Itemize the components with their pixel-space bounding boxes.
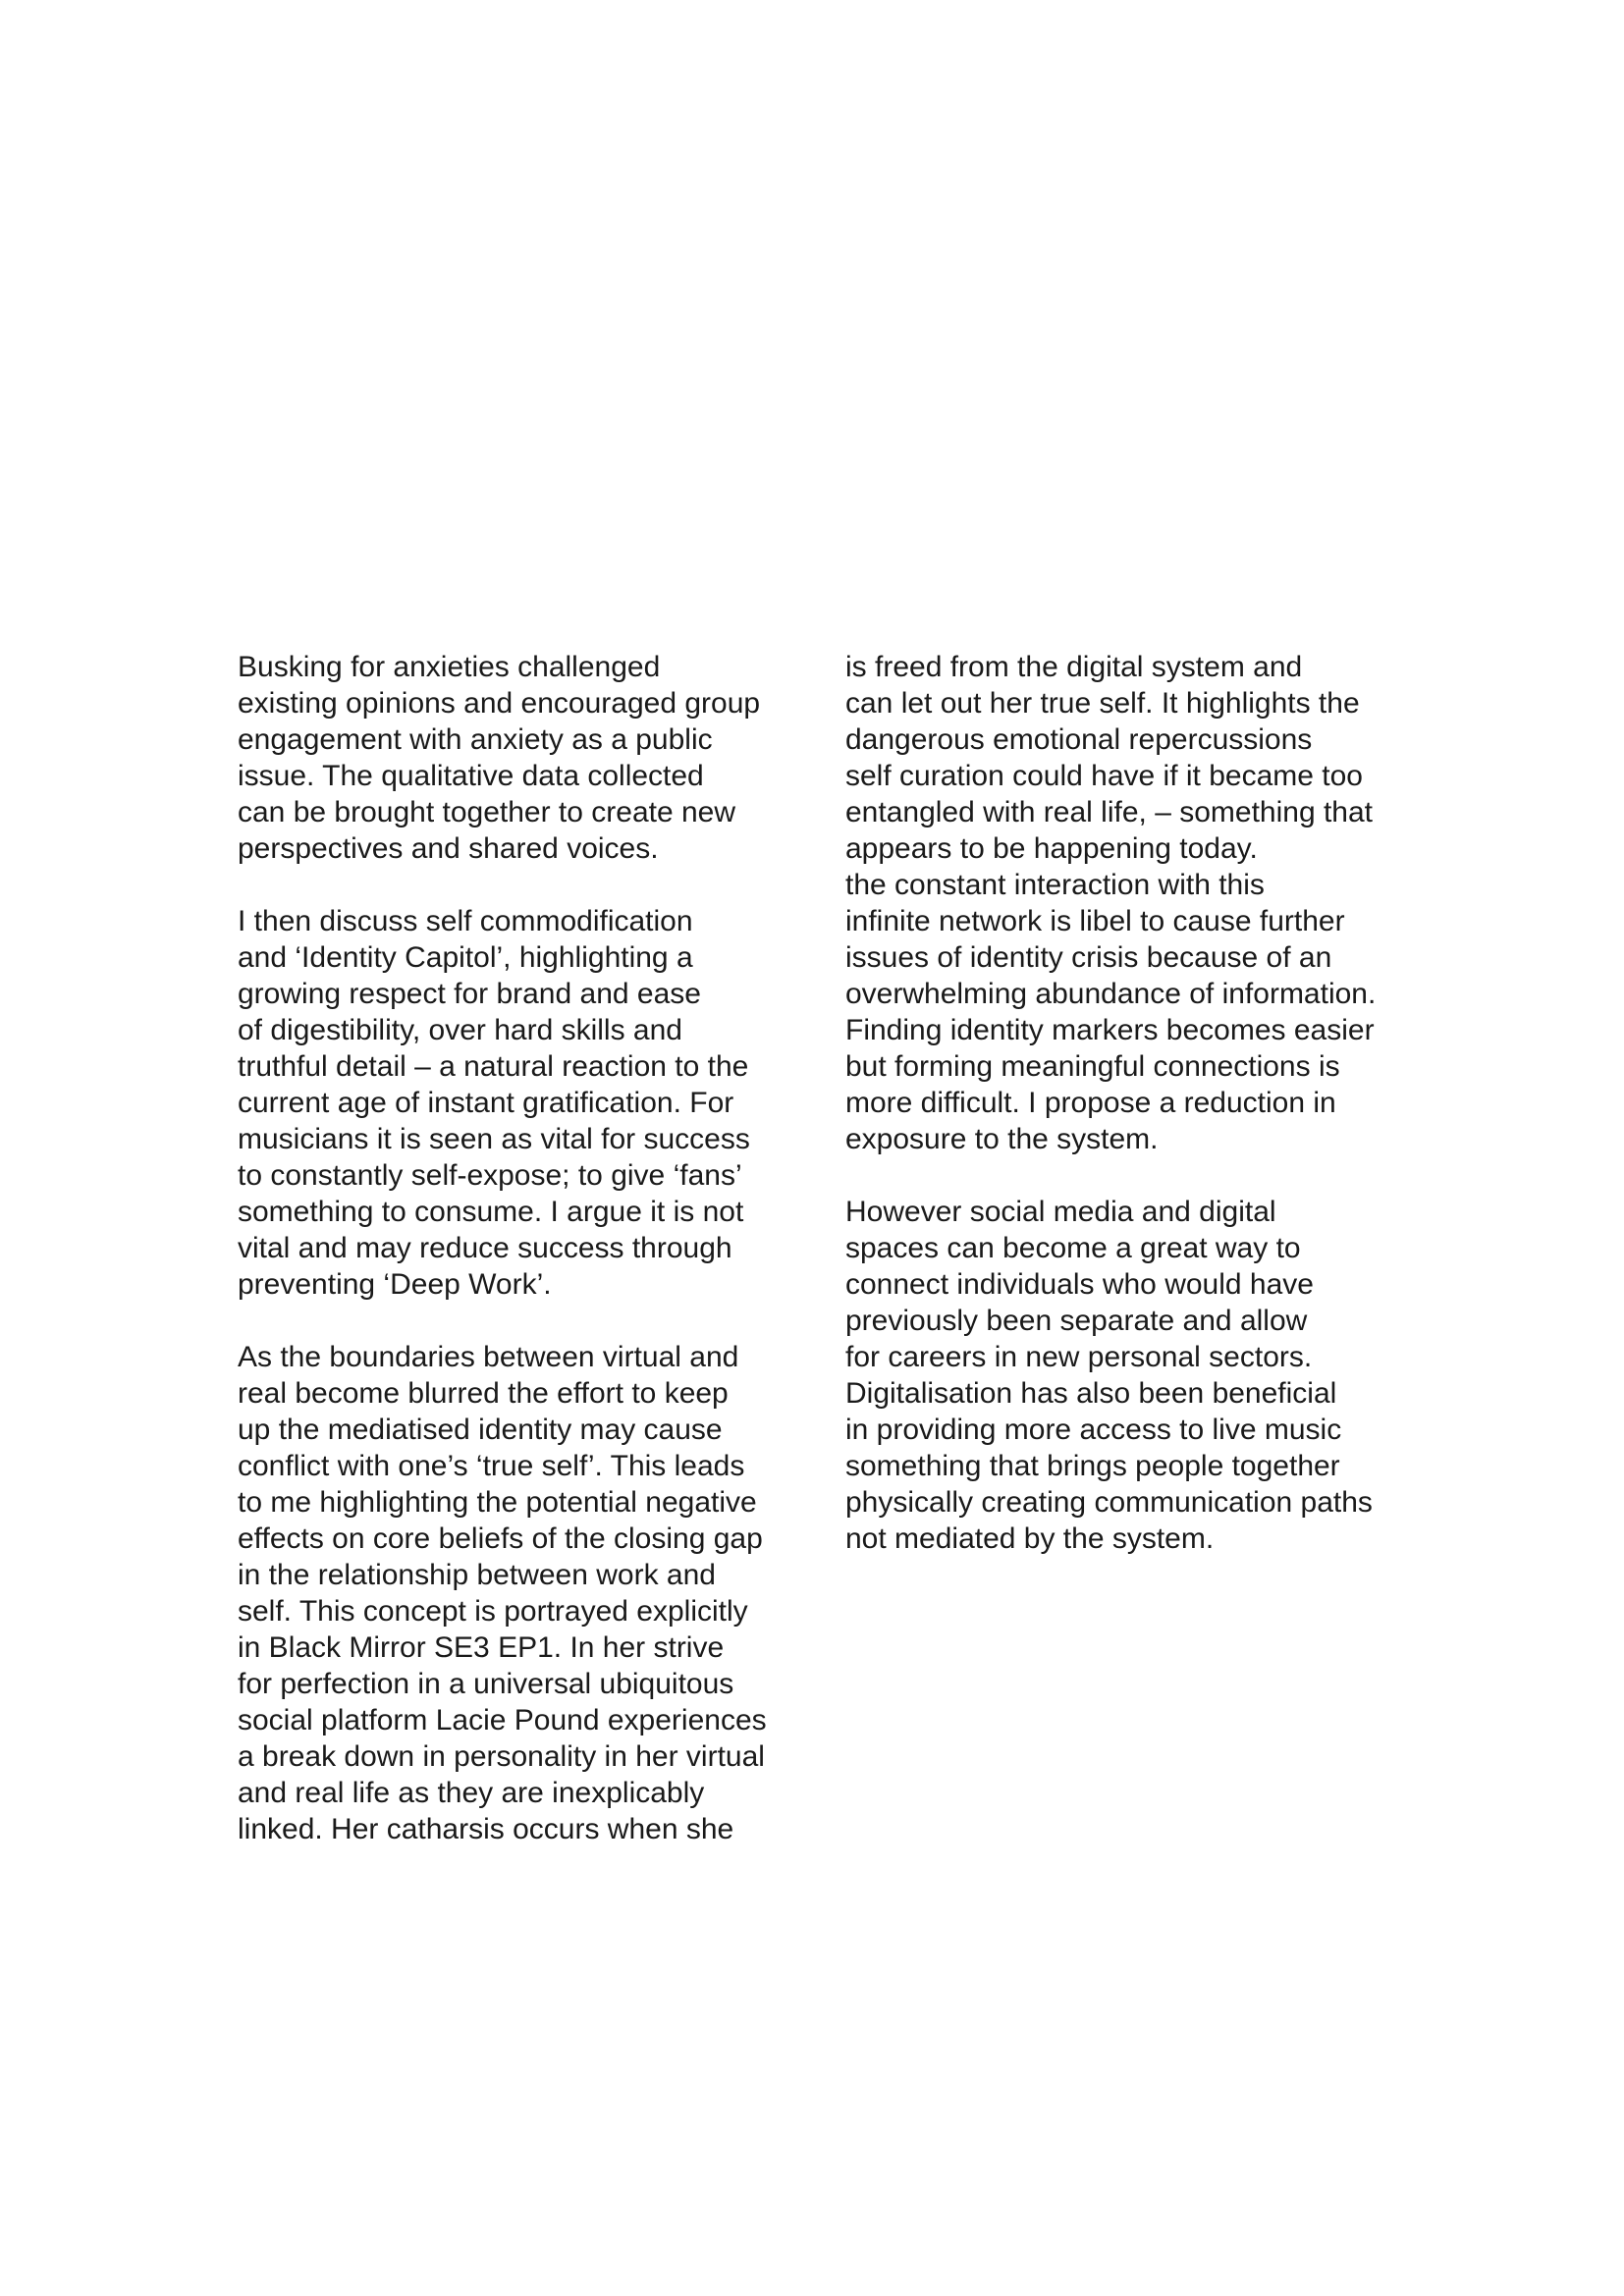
paragraph-spacer [238,867,827,903]
text-line: and real life as they are inexplicably [238,1777,705,1809]
text-line: self curation could have if it became too [845,760,1363,792]
text-line: something that brings people together [845,1450,1340,1482]
text-line: physically creating communication paths [845,1486,1373,1519]
paragraph-social-media [845,1194,1435,1557]
text-line: conflict with one’s ‘true self’. This leads [238,1450,745,1482]
text-line: exposure to the system. [845,1123,1159,1155]
text-line: connect individuals who would have [845,1268,1314,1301]
text-line: self. This concept is portrayed explicitly [238,1595,748,1628]
text-line: spaces can become a great way to [845,1232,1301,1264]
text-line: previously been separate and allow [845,1305,1308,1337]
text-line: of digestibility, over hard skills and [238,1014,682,1046]
text-line: appears to be happening today. [845,832,1258,865]
text-line: issues of identity crisis because of an [845,941,1332,974]
text-line: perspectives and shared voices. [238,832,659,865]
text-line: existing opinions and encouraged group [238,687,761,720]
paragraph-busking [238,649,827,867]
text-line: for perfection in a universal ubiquitous [238,1668,734,1700]
text-line: can let out her true self. It highlights the [845,687,1360,720]
text-line: not mediated by the system. [845,1522,1215,1555]
text-line: entangled with real life, – something that [845,796,1373,828]
text-line: and ‘Identity Capitol’, highlighting a [238,941,693,974]
text-line: to me highlighting the potential negative [238,1486,757,1519]
text-line: can be brought together to create new [238,796,736,828]
text-line: musicians it is seen as vital for success [238,1123,750,1155]
text-line: for careers in new personal sectors. [845,1341,1313,1373]
text-line: issue. The qualitative data collected [238,760,704,792]
text-line: As the boundaries between virtual and [238,1341,739,1373]
paragraph-virtual-real-boundaries [238,1339,827,1847]
text-line: effects on core beliefs of the closing gap [238,1522,763,1555]
text-line: is freed from the digital system and [845,651,1303,683]
text-line: more difficult. I propose a reduction in [845,1087,1336,1119]
text-line: vital and may reduce success through [238,1232,732,1264]
text-line: truthful detail – a natural reaction to the [238,1050,749,1083]
text-line: Digitalisation has also been beneficial [845,1377,1337,1410]
text-line: Busking for anxieties challenged [238,651,661,683]
paragraph-spacer [238,1303,827,1339]
text-line: in Black Mirror SE3 EP1. In her strive [238,1631,725,1664]
right-text-column [845,649,1435,1557]
text-line: real become blurred the effort to keep [238,1377,729,1410]
text-line: in the relationship between work and [238,1559,716,1591]
text-line: I then discuss self commodification [238,905,693,937]
text-line: the constant interaction with this [845,869,1265,901]
left-text-column [238,649,827,1847]
text-line: engagement with anxiety as a public [238,723,713,756]
text-line: linked. Her catharsis occurs when she [238,1813,734,1845]
text-line: dangerous emotional repercussions [845,723,1313,756]
paragraph-spacer [845,1157,1435,1194]
text-line: but forming meaningful connections is [845,1050,1340,1083]
text-line: in providing more access to live music [845,1414,1342,1446]
paragraph-digital-system [845,649,1435,1157]
text-line: something to consume. I argue it is not [238,1196,744,1228]
text-line: to constantly self-expose; to give ‘fans’ [238,1159,742,1192]
text-line: overwhelming abundance of information. [845,978,1377,1010]
text-line: current age of instant gratification. For [238,1087,734,1119]
text-line: Finding identity markers becomes easier [845,1014,1375,1046]
text-line: a break down in personality in her virtual [238,1740,765,1773]
text-line: growing respect for brand and ease [238,978,701,1010]
text-line: social platform Lacie Pound experiences [238,1704,767,1736]
text-line: However social media and digital [845,1196,1276,1228]
text-line: up the mediatised identity may cause [238,1414,723,1446]
paragraph-self-commodification [238,903,827,1303]
text-line: infinite network is libel to cause further [845,905,1345,937]
text-line: preventing ‘Deep Work’. [238,1268,552,1301]
